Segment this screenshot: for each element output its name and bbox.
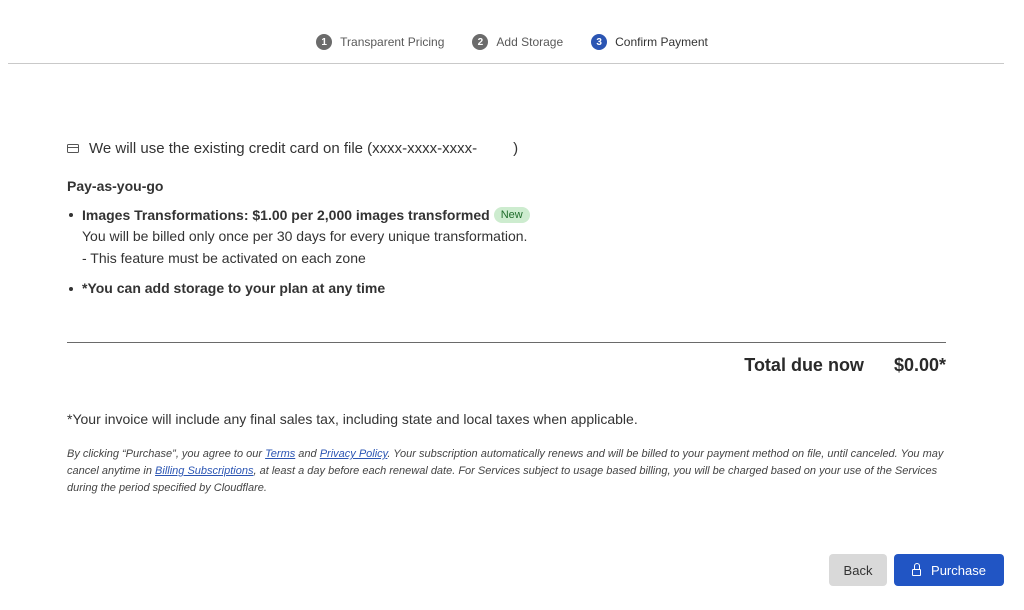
step-label: Add Storage xyxy=(496,35,564,49)
header-divider xyxy=(8,63,1004,64)
step-add-storage[interactable] xyxy=(472,32,563,52)
payment-method-line xyxy=(67,140,518,157)
back-button[interactable]: Back xyxy=(829,554,887,586)
tax-note: *Your invoice will include any final sales tax, including state and local taxes when applicable. xyxy=(67,411,638,427)
legal-text: . Your subscription automatically renews and will be billed to your payment method on file, until canceled. You may cancel anytime in xyxy=(67,448,944,477)
step-number: 3 xyxy=(591,34,607,50)
step-confirm-payment xyxy=(591,32,708,52)
step-number: 2 xyxy=(472,34,488,50)
plan-title: Pay-as-you-go xyxy=(67,178,164,194)
step-label: Transparent Pricing xyxy=(340,35,445,49)
step-transparent-pricing[interactable] xyxy=(316,32,444,52)
purchase-button[interactable] xyxy=(894,554,1004,586)
legal-text: , at least a day before each renewal date. For Services subject to usage based billing, you will be charged based on your use of the Services during the period specified by Cloudflare. xyxy=(67,465,938,494)
lock-icon xyxy=(912,567,921,577)
step-number: 1 xyxy=(316,34,332,50)
list-item xyxy=(67,206,947,269)
payment-method-text-end: ) xyxy=(513,140,519,157)
total-amount: $0.00* xyxy=(893,355,946,375)
billing-subscriptions-link[interactable]: Billing Subscriptions xyxy=(155,465,254,477)
payment-method-text: We will use the existing credit card on file (xxxx-xxxx-xxxx- xyxy=(89,140,478,157)
feature-title: Images Transformations: $1.00 per 2,000 images transformed xyxy=(82,206,490,223)
total-label: Total due now xyxy=(744,355,864,375)
privacy-policy-link[interactable]: Privacy Policy xyxy=(319,448,388,460)
total-row xyxy=(744,355,946,376)
new-badge: New xyxy=(494,207,530,223)
feature-note: - This feature must be activated on each zone xyxy=(82,250,366,266)
credit-card-icon xyxy=(67,144,79,153)
plan-feature-list xyxy=(67,206,947,296)
purchase-label: Purchase xyxy=(931,562,986,578)
terms-link[interactable]: Terms xyxy=(265,448,296,460)
total-divider xyxy=(67,342,946,343)
step-label: Confirm Payment xyxy=(615,35,708,49)
legal-text: and xyxy=(295,448,320,460)
feature-description: You will be billed only once per 30 days for every unique transformation. xyxy=(82,228,528,244)
legal-text: By clicking “Purchase”, you agree to our xyxy=(67,448,266,460)
storage-note: *You can add storage to your plan at any time xyxy=(82,280,386,296)
legal-disclaimer xyxy=(67,446,953,497)
progress-stepper xyxy=(0,32,1024,52)
list-item xyxy=(67,280,947,296)
